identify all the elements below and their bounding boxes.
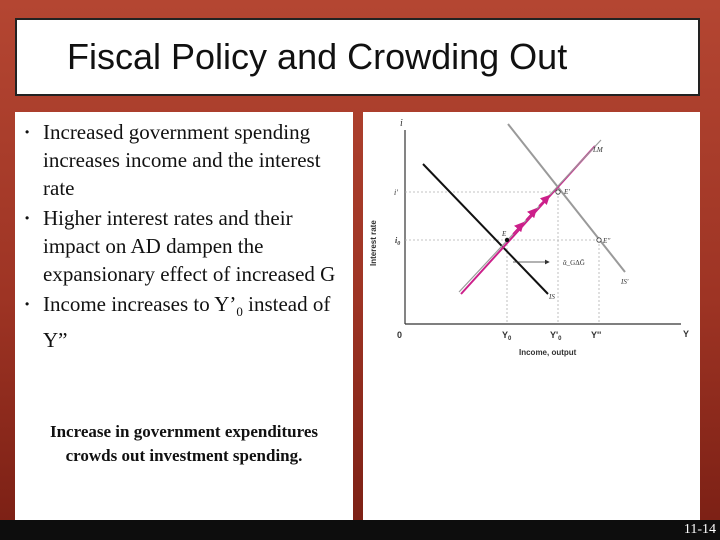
adjust-arrow-3 [539, 196, 549, 206]
point-e-prime [556, 190, 560, 194]
bullet-dot: • [25, 297, 30, 311]
bullet-text: Higher interest rates and their impact on AD dampen the expansionary effect of increased G [43, 206, 336, 286]
is-lm-diagram [363, 112, 700, 520]
bullet-text-pre: Income increases to Y’ [43, 292, 237, 316]
bullet-list [15, 118, 353, 356]
slide-title: Fiscal Policy and Crowding Out [67, 36, 568, 77]
e-double-label: E'' [603, 237, 611, 245]
point-e-double [597, 238, 601, 242]
lm-label: LM [593, 146, 603, 154]
tick-y0: $Y_0$ [502, 330, 512, 342]
origin-label: 0 [397, 330, 403, 340]
tick-i-prime: i' [394, 188, 398, 197]
bullet-dot: • [25, 125, 30, 139]
bullet-text-sub: 0 [236, 304, 243, 320]
crowding-out-note [15, 420, 353, 468]
is-label: IS [549, 293, 555, 301]
adjust-arrow-2 [526, 209, 536, 220]
tick-y0-prime: $Y'_0$ [550, 330, 562, 342]
is-curve [423, 164, 548, 294]
bullet-item-1 [15, 118, 353, 202]
tick-y-double: Y'' [591, 330, 602, 340]
bullet-text-post: instead of Y” [43, 292, 331, 353]
x-axis-label: Income, output [519, 348, 577, 357]
note-line-1: Increase in government expenditures [49, 422, 319, 441]
bullet-item-3 [15, 290, 353, 354]
y-axis-label: Interest rate [369, 220, 378, 266]
title-box [15, 18, 700, 96]
note-line-2: crowds out investment spending. [65, 446, 303, 465]
axis-symbol-i: i [400, 118, 403, 129]
text-panel [15, 112, 353, 520]
is-prime-curve [508, 124, 625, 272]
tick-i0: $i_0$ [395, 236, 401, 247]
bullet-item-2 [15, 204, 353, 288]
bullet-dot: • [25, 211, 30, 225]
footer-bar [0, 520, 720, 540]
shift-label: ᾱ_GΔḠ [563, 259, 585, 267]
e-prime-label: E' [564, 188, 570, 196]
axis-symbol-y: Y [683, 329, 690, 339]
slide-number: 11-14 [683, 522, 716, 537]
bullet-text: Increased government spending increases income and the interest rate [43, 120, 321, 200]
point-e [505, 238, 509, 242]
diagram-panel [363, 112, 700, 520]
is-prime-label: IS' [621, 278, 629, 286]
e-label: E [502, 230, 507, 238]
